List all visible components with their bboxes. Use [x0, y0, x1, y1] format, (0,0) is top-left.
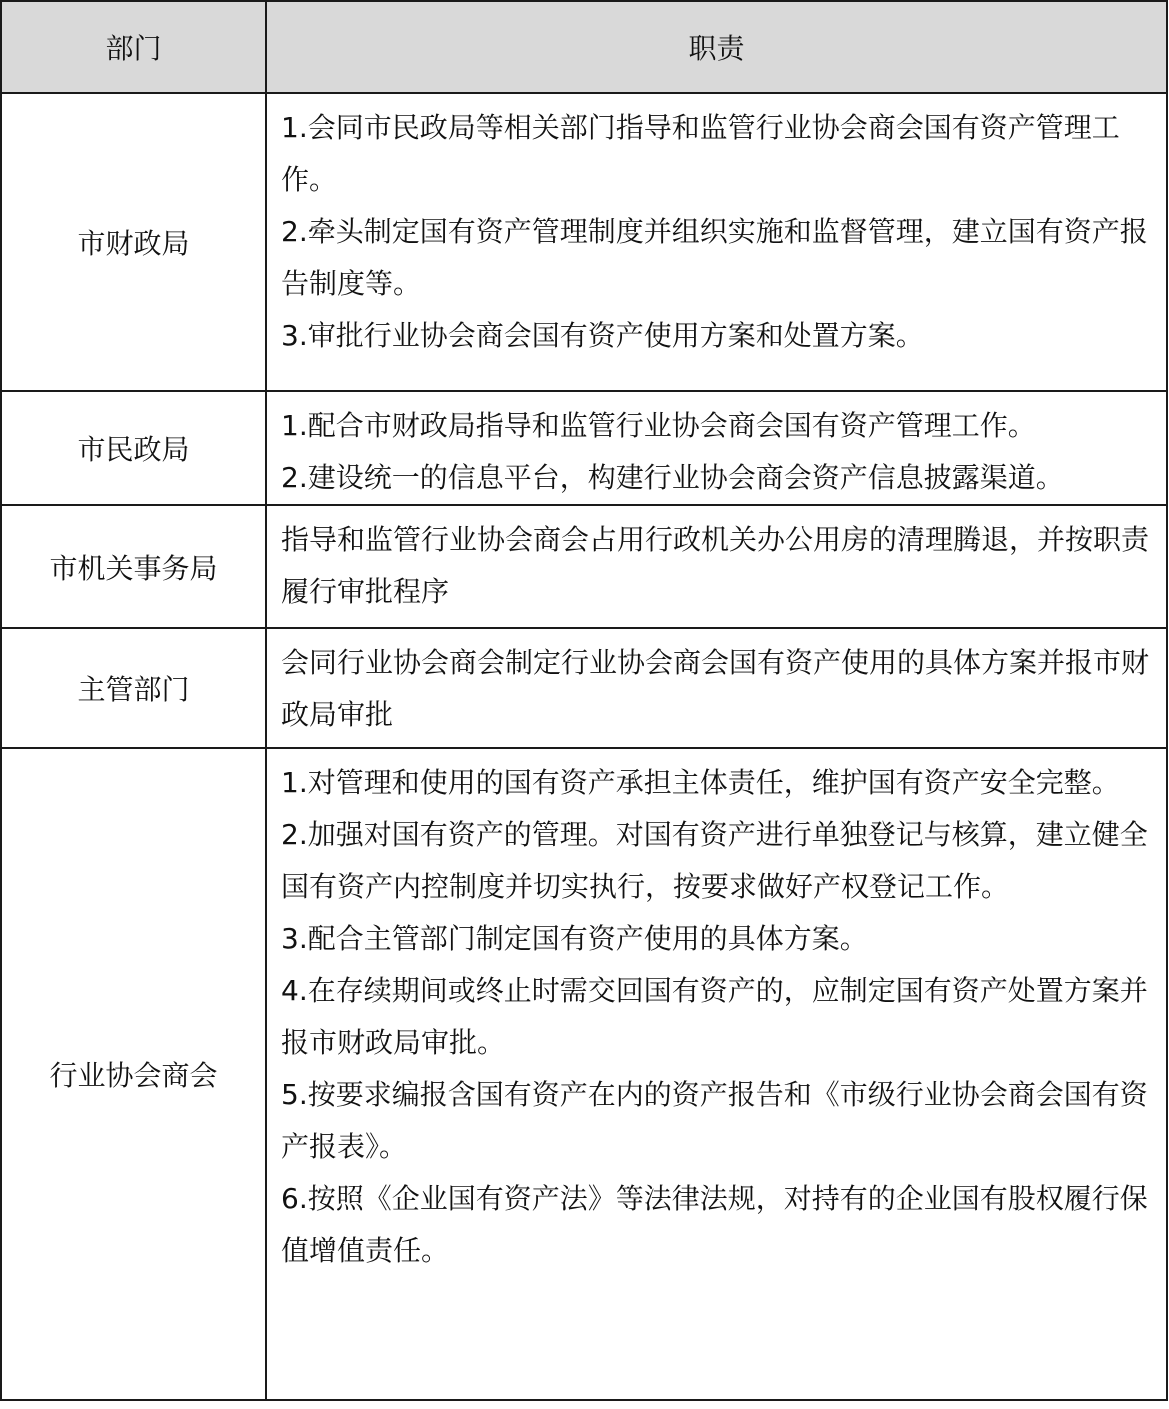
duty-item: 会同行业协会商会制定行业协会商会国有资产使用的具体方案并报市财政局审批 — [281, 646, 1150, 731]
department-cell: 市民政局 — [1, 391, 266, 505]
duty-item: 指导和监管行业协会商会占用行政机关办公用房的清理腾退，并按职责履行审批程序 — [281, 523, 1150, 608]
header-responsibility: 职责 — [266, 1, 1167, 93]
table-row — [1, 391, 1167, 505]
responsibility-cell — [266, 93, 1167, 391]
duty-item: 2.建设统一的信息平台，构建行业协会商会资产信息披露渠道。 — [281, 461, 1064, 494]
duty-item: 6.按照《企业国有资产法》等法律法规，对持有的企业国有股权履行保值增值责任。 — [281, 1182, 1148, 1267]
duty-item: 3.审批行业协会商会国有资产使用方案和处置方案。 — [281, 319, 924, 352]
department-cell: 市财政局 — [1, 93, 266, 391]
table-row — [1, 748, 1167, 1400]
duty-item: 1.对管理和使用的国有资产承担主体责任，维护国有资产安全完整。 — [281, 766, 1120, 799]
duty-item: 2.牵头制定国有资产管理制度并组织实施和监督管理，建立国有资产报告制度等。 — [281, 215, 1148, 300]
department-cell: 行业协会商会 — [1, 748, 266, 1400]
table-header-row — [1, 1, 1167, 93]
table-row — [1, 505, 1167, 628]
duty-item: 5.按要求编报含国有资产在内的资产报告和《市级行业协会商会国有资产报表》。 — [281, 1078, 1148, 1163]
table-row — [1, 93, 1167, 391]
responsibility-cell — [266, 391, 1167, 505]
responsibility-cell — [266, 505, 1167, 628]
table-row — [1, 628, 1167, 748]
responsibility-cell — [266, 628, 1167, 748]
duty-item: 1.会同市民政局等相关部门指导和监管行业协会商会国有资产管理工作。 — [281, 111, 1120, 196]
department-cell: 市机关事务局 — [1, 505, 266, 628]
header-department: 部门 — [1, 1, 266, 93]
department-cell: 主管部门 — [1, 628, 266, 748]
duty-item: 4.在存续期间或终止时需交回国有资产的，应制定国有资产处置方案并报市财政局审批。 — [281, 974, 1148, 1059]
duty-item: 3.配合主管部门制定国有资产使用的具体方案。 — [281, 922, 868, 955]
duty-item: 1.配合市财政局指导和监管行业协会商会国有资产管理工作。 — [281, 409, 1036, 442]
duty-item: 2.加强对国有资产的管理。对国有资产进行单独登记与核算，建立健全国有资产内控制度并切实执行，按要求做好产权登记工作。 — [281, 818, 1148, 903]
responsibility-cell — [266, 748, 1167, 1400]
